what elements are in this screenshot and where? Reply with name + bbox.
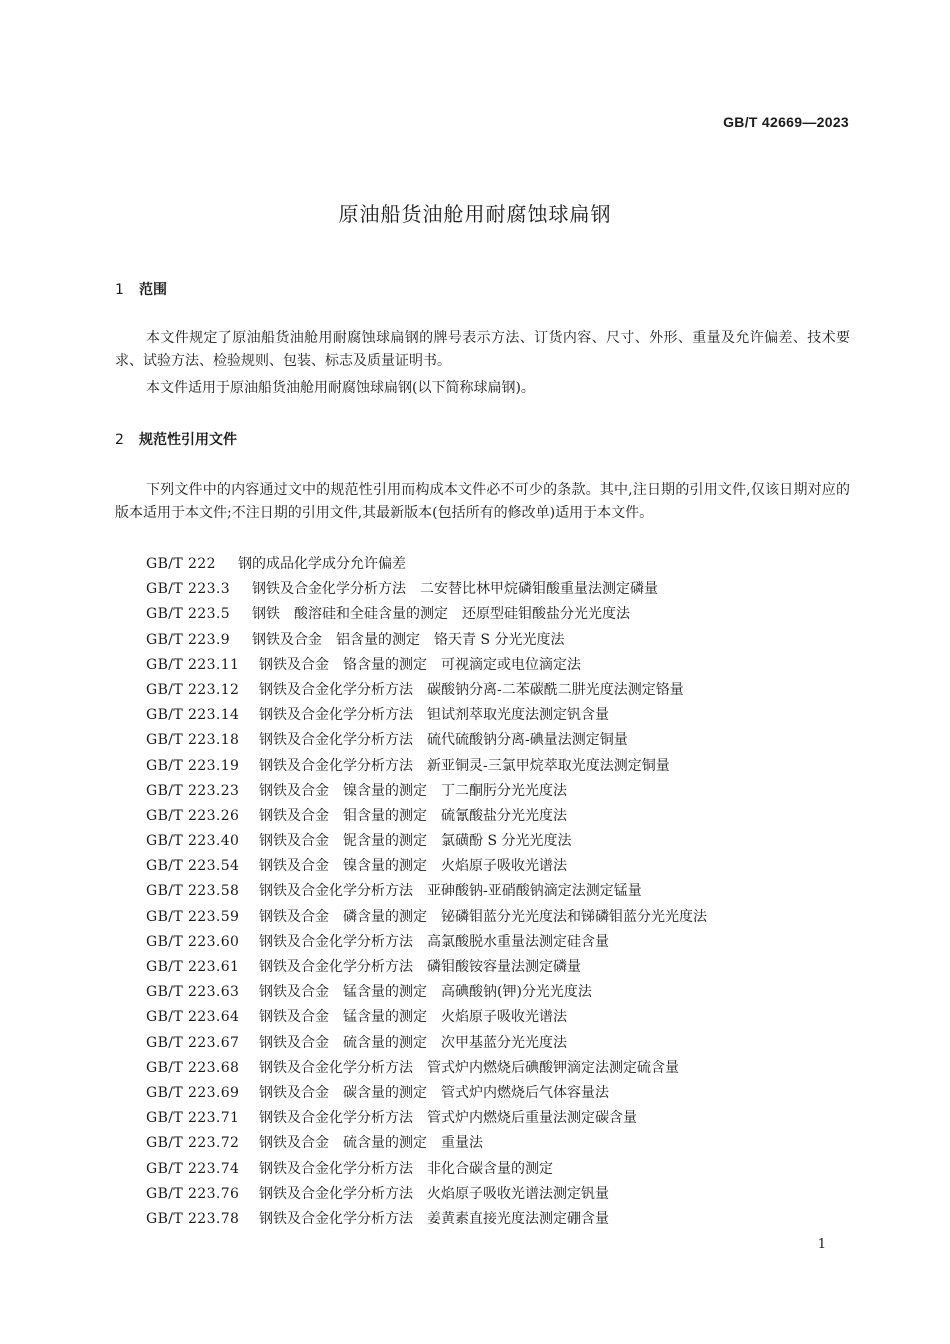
- reference-title: 钢铁及合金化学分析方法 姜黄素直接光度法测定硼含量: [259, 1210, 609, 1227]
- section-2-heading: [115, 429, 237, 449]
- section-2-title: 规范性引用文件: [139, 432, 237, 448]
- reference-code: GB/T 223.78: [146, 1210, 240, 1227]
- reference-item: [146, 931, 707, 956]
- reference-item: [146, 654, 707, 679]
- reference-item: [146, 1057, 707, 1082]
- reference-title: 钢铁及合金化学分析方法 管式炉内燃烧后重量法测定碳含量: [259, 1110, 637, 1127]
- reference-title: 钢铁及合金 镍含量的测定 火焰原子吸收光谱法: [259, 858, 567, 875]
- reference-item: [146, 1158, 707, 1183]
- reference-item: [146, 704, 707, 729]
- reference-title: 钢铁及合金化学分析方法 二安替比林甲烷磷钼酸重量法测定磷量: [252, 581, 658, 598]
- reference-item: [146, 981, 707, 1006]
- normative-references-intro: 下列文件中的内容通过文中的规范性引用而构成本文件必不可少的条款。其中,注日期的引用文件,仅该日期对应的版本适用于本文件;不注日期的引用文件,其最新版本(包括所有的修改单)适用于本文件。: [115, 482, 850, 521]
- scope-paragraph-2: 本文件适用于原油船货油舱用耐腐蚀球扁钢(以下简称球扁钢)。: [146, 380, 535, 396]
- reference-code: GB/T 223.71: [146, 1110, 240, 1127]
- reference-title: 钢铁及合金化学分析方法 非化合碳含量的测定: [259, 1160, 553, 1177]
- reference-list: [146, 553, 707, 1233]
- reference-code: GB/T 223.63: [146, 984, 240, 1001]
- reference-item: [146, 1183, 707, 1208]
- reference-code: GB/T 223.19: [146, 757, 240, 774]
- reference-title: 钢铁及合金 硫含量的测定 重量法: [259, 1135, 483, 1152]
- section-1-number: 1: [115, 282, 124, 298]
- reference-item: [146, 629, 707, 654]
- reference-item: [146, 729, 707, 754]
- reference-code: GB/T 223.40: [146, 833, 240, 850]
- section-1-heading: [115, 279, 167, 299]
- reference-title: 钢铁及合金 磷含量的测定 铋磷钼蓝分光光度法和锑磷钼蓝分光光度法: [259, 908, 707, 925]
- reference-code: GB/T 223.14: [146, 707, 240, 724]
- reference-item: [146, 578, 707, 603]
- reference-code: GB/T 223.60: [146, 933, 240, 950]
- reference-code: GB/T 223.74: [146, 1160, 240, 1177]
- reference-title: 钢铁及合金 锰含量的测定 火焰原子吸收光谱法: [259, 1009, 567, 1026]
- reference-code: GB/T 223.11: [146, 656, 240, 673]
- reference-code: GB/T 223.76: [146, 1185, 240, 1202]
- standard-number: GB/T 42669—2023: [723, 114, 849, 130]
- reference-item: [146, 956, 707, 981]
- reference-code: GB/T 223.18: [146, 732, 240, 749]
- reference-title: 钢铁及合金化学分析方法 碳酸钠分离-二苯碳酰二肼光度法测定铬量: [259, 681, 684, 698]
- reference-code: GB/T 223.3: [146, 581, 231, 598]
- reference-item: [146, 1107, 707, 1132]
- reference-title: 钢铁及合金化学分析方法 磷钼酸铵容量法测定磷量: [259, 959, 581, 975]
- reference-item: [146, 855, 707, 880]
- reference-title: 钢铁及合金 硫含量的测定 次甲基蓝分光光度法: [259, 1034, 567, 1051]
- reference-title: 钢铁及合金化学分析方法 管式炉内燃烧后碘酸钾滴定法测定硫含量: [259, 1059, 679, 1076]
- reference-title: 钢铁及合金 钼含量的测定 硫氰酸盐分光光度法: [259, 807, 567, 824]
- reference-code: GB/T 223.67: [146, 1034, 240, 1051]
- reference-title: 钢铁及合金 铌含量的测定 氯磺酚 S 分光光度法: [259, 833, 572, 850]
- reference-code: GB/T 223.26: [146, 807, 240, 824]
- reference-code: GB/T 223.72: [146, 1135, 240, 1152]
- reference-item: [146, 679, 707, 704]
- scope-paragraph-1: 本文件规定了原油船货油舱用耐腐蚀球扁钢的牌号表示方法、订货内容、尺寸、外形、重量及允许偏差、技术要求、试验方法、检验规则、包装、标志及质量证明书。: [115, 330, 850, 369]
- reference-code: GB/T 223.64: [146, 1009, 240, 1026]
- reference-item: [146, 1132, 707, 1157]
- reference-item: [146, 1032, 707, 1057]
- reference-title: 钢铁及合金 碳含量的测定 管式炉内燃烧后气体容量法: [259, 1084, 609, 1101]
- document-title: 原油船货油舱用耐腐蚀球扁钢: [338, 202, 612, 226]
- reference-code: GB/T 223.5: [146, 606, 231, 623]
- reference-title: 钢铁及合金化学分析方法 新亚铜灵-三氯甲烷萃取光度法测定铜量: [259, 757, 670, 774]
- reference-title: 钢铁 酸溶硅和全硅含量的测定 还原型硅钼酸盐分光光度法: [252, 606, 630, 623]
- reference-code: GB/T 222: [146, 556, 216, 572]
- reference-title: 钢铁及合金化学分析方法 亚砷酸钠-亚硝酸钠滴定法测定锰量: [259, 883, 642, 900]
- reference-title: 钢铁及合金 铬含量的测定 可视滴定或电位滴定法: [259, 656, 581, 673]
- reference-title: 钢铁及合金化学分析方法 高氯酸脱水重量法测定硅含量: [259, 933, 609, 950]
- reference-title: 钢铁及合金化学分析方法 钽试剂萃取光度法测定钒含量: [259, 707, 609, 724]
- section-1-title: 范围: [139, 282, 167, 298]
- reference-item: [146, 805, 707, 830]
- reference-code: GB/T 223.12: [146, 681, 240, 698]
- reference-title: 钢的成品化学成分允许偏差: [238, 556, 406, 572]
- reference-title: 钢铁及合金化学分析方法 火焰原子吸收光谱法测定钒量: [259, 1185, 609, 1202]
- reference-title: 钢铁及合金 铝含量的测定 铬天青 S 分光光度法: [252, 631, 565, 648]
- reference-item: [146, 830, 707, 855]
- reference-item: [146, 553, 707, 578]
- page-number: 1: [817, 1237, 826, 1252]
- reference-item: [146, 1082, 707, 1107]
- reference-title: 钢铁及合金化学分析方法 硫代硫酸钠分离-碘量法测定铜量: [259, 732, 628, 749]
- reference-item: [146, 906, 707, 931]
- reference-item: [146, 880, 707, 905]
- reference-code: GB/T 223.68: [146, 1059, 240, 1076]
- reference-code: GB/T 223.61: [146, 959, 240, 975]
- reference-code: GB/T 223.58: [146, 883, 240, 900]
- reference-item: [146, 755, 707, 780]
- reference-code: GB/T 223.54: [146, 858, 240, 875]
- section-2-number: 2: [115, 432, 124, 448]
- reference-title: 钢铁及合金 镍含量的测定 丁二酮肟分光光度法: [259, 782, 567, 799]
- reference-code: GB/T 223.59: [146, 908, 240, 925]
- reference-item: [146, 780, 707, 805]
- reference-item: [146, 603, 707, 628]
- reference-title: 钢铁及合金 锰含量的测定 高碘酸钠(钾)分光光度法: [259, 984, 592, 1001]
- reference-item: [146, 1006, 707, 1031]
- reference-code: GB/T 223.9: [146, 631, 231, 648]
- reference-code: GB/T 223.23: [146, 782, 240, 799]
- reference-item: [146, 1208, 707, 1233]
- reference-code: GB/T 223.69: [146, 1084, 240, 1101]
